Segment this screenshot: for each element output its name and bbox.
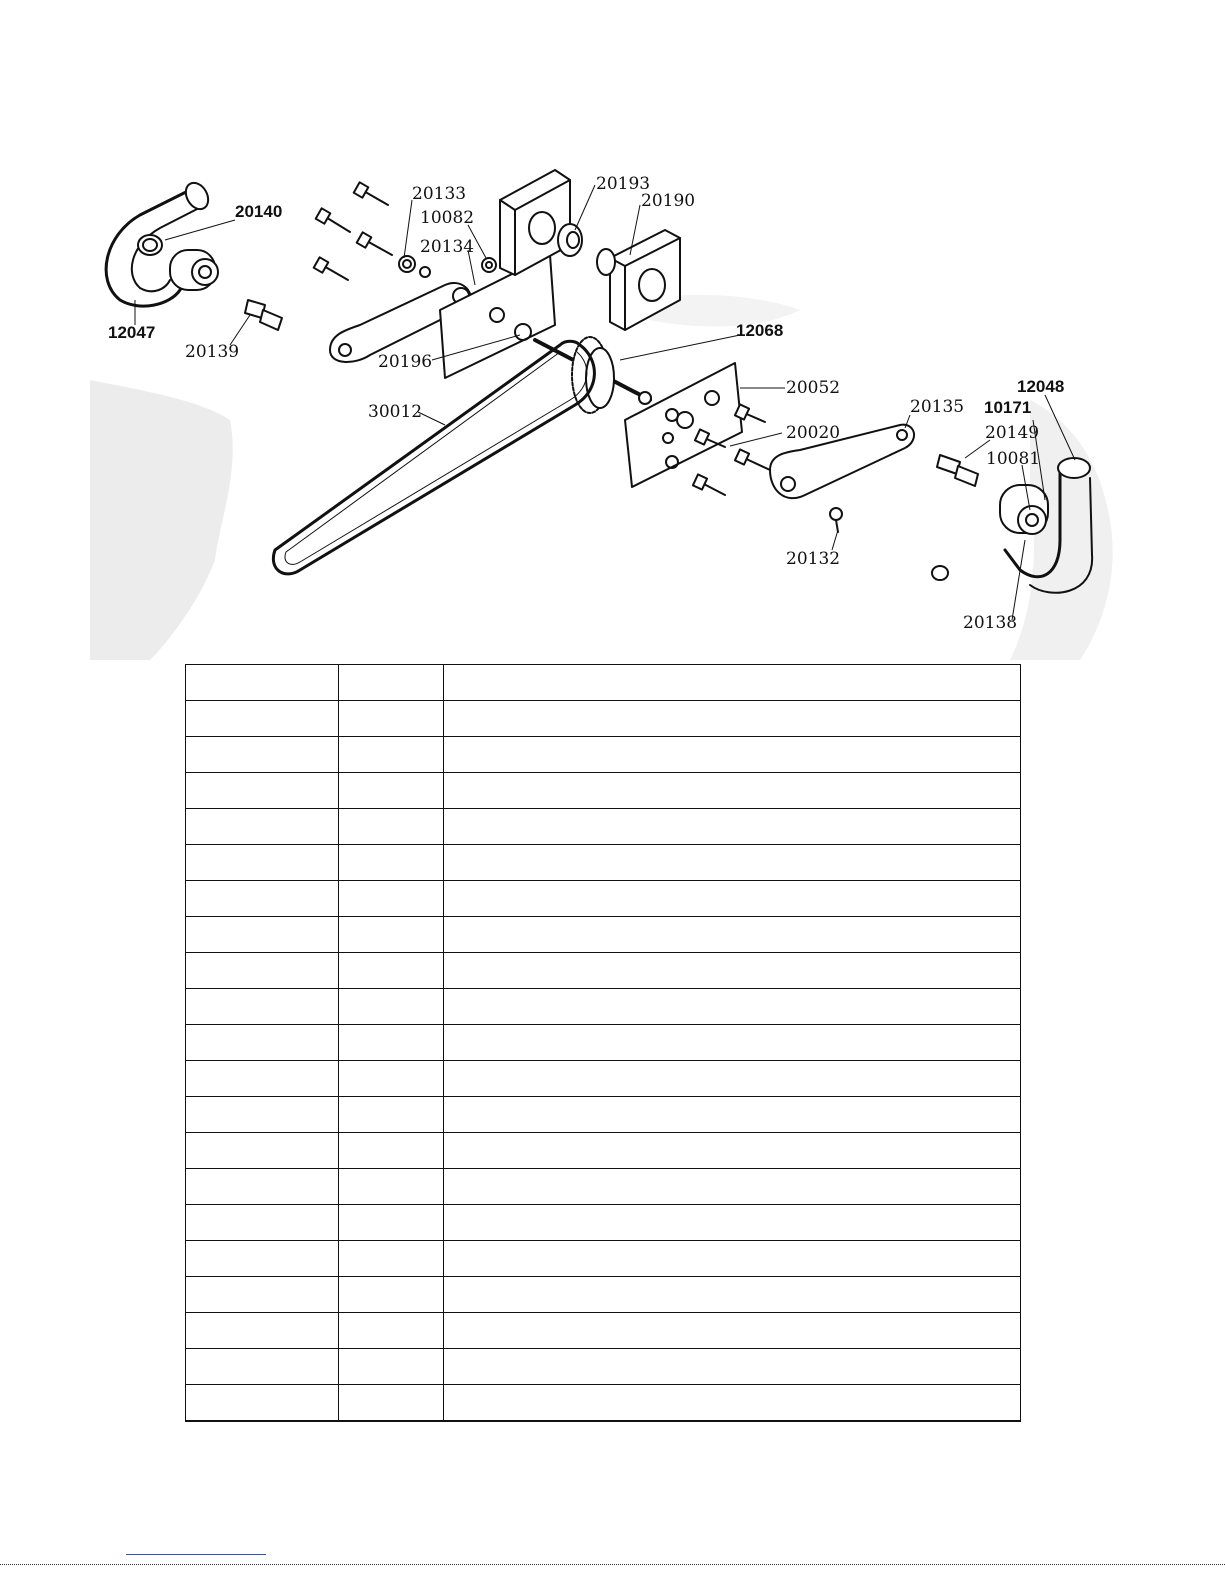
- callout-20134: 20134: [420, 237, 475, 257]
- callout-20190: 20190: [641, 191, 696, 211]
- table-cell: [186, 1349, 339, 1385]
- fitting-20149-part: [937, 455, 978, 486]
- table-cell: [339, 665, 444, 701]
- table-row: [186, 1241, 1021, 1277]
- callout-20149: 20149: [985, 423, 1040, 443]
- table-cell: [444, 1277, 1021, 1313]
- callout-20196: 20196: [378, 352, 433, 372]
- table-cell: [186, 809, 339, 845]
- j-tube-left-part: [106, 179, 218, 306]
- table-cell: [186, 773, 339, 809]
- table-cell: [186, 989, 339, 1025]
- table-cell: [444, 953, 1021, 989]
- table-cell: [186, 1097, 339, 1133]
- bolts-upper-left: [314, 182, 392, 280]
- table-row: [186, 845, 1021, 881]
- parts-table-body: [186, 665, 1021, 1422]
- washers-left: [399, 256, 496, 277]
- table-cell: [339, 881, 444, 917]
- table-cell: [186, 701, 339, 737]
- table-cell: [186, 917, 339, 953]
- callout-20132: 20132: [786, 549, 841, 569]
- fitting-20139-part: [245, 300, 282, 330]
- table-row: [186, 1277, 1021, 1313]
- table-cell: [444, 701, 1021, 737]
- table-row: [186, 665, 1021, 701]
- callout-20135: 20135: [910, 397, 965, 417]
- table-row: [186, 917, 1021, 953]
- callout-10082: 10082: [420, 208, 475, 228]
- table-cell: [444, 1349, 1021, 1385]
- table-cell: [444, 1241, 1021, 1277]
- table-cell: [339, 1169, 444, 1205]
- footer-dotted-rule: [0, 1564, 1225, 1565]
- table-cell: [339, 1313, 444, 1349]
- callout-12047: 12047: [108, 323, 156, 342]
- table-cell: [186, 737, 339, 773]
- table-cell: [444, 1313, 1021, 1349]
- table-cell: [186, 845, 339, 881]
- footer-link-underline[interactable]: [126, 1554, 266, 1555]
- table-cell: [186, 1313, 339, 1349]
- table-cell: [186, 1241, 339, 1277]
- table-cell: [339, 809, 444, 845]
- table-row: [186, 701, 1021, 737]
- table-cell: [186, 1025, 339, 1061]
- table-row: [186, 1061, 1021, 1097]
- table-cell: [444, 1169, 1021, 1205]
- table-row: [186, 737, 1021, 773]
- callout-20138: 20138: [963, 613, 1018, 633]
- callout-20133: 20133: [412, 184, 467, 204]
- table-cell: [186, 953, 339, 989]
- table-cell: [339, 845, 444, 881]
- table-cell: [444, 1205, 1021, 1241]
- table-cell: [339, 917, 444, 953]
- table-row: [186, 1205, 1021, 1241]
- table-cell: [444, 1025, 1021, 1061]
- callout-10171: 10171: [984, 398, 1032, 417]
- table-cell: [339, 701, 444, 737]
- table-row: [186, 1313, 1021, 1349]
- table-row: [186, 1133, 1021, 1169]
- table-cell: [339, 737, 444, 773]
- table-cell: [339, 1241, 444, 1277]
- table-cell: [339, 1385, 444, 1422]
- callout-20193: 20193: [596, 174, 651, 194]
- table-cell: [186, 1385, 339, 1422]
- callout-12068: 12068: [736, 321, 784, 340]
- table-cell: [186, 1133, 339, 1169]
- table-row: [186, 1169, 1021, 1205]
- table-row: [186, 809, 1021, 845]
- table-cell: [444, 665, 1021, 701]
- table-cell: [186, 1169, 339, 1205]
- table-cell: [444, 809, 1021, 845]
- exploded-parts-diagram: [0, 0, 1225, 660]
- table-cell: [339, 1097, 444, 1133]
- callout-20052: 20052: [786, 378, 841, 398]
- table-cell: [444, 881, 1021, 917]
- table-cell: [186, 665, 339, 701]
- table-cell: [444, 917, 1021, 953]
- table-cell: [186, 1061, 339, 1097]
- plate-20052-part: [625, 363, 742, 487]
- table-row: [186, 881, 1021, 917]
- table-row: [186, 1025, 1021, 1061]
- table-cell: [186, 1277, 339, 1313]
- table-cell: [339, 773, 444, 809]
- table-cell: [444, 773, 1021, 809]
- table-row: [186, 989, 1021, 1025]
- table-cell: [444, 845, 1021, 881]
- table-row: [186, 773, 1021, 809]
- callout-12048: 12048: [1017, 377, 1065, 396]
- table-cell: [444, 737, 1021, 773]
- table-cell: [444, 1133, 1021, 1169]
- table-cell: [444, 1097, 1021, 1133]
- table-row: [186, 1385, 1021, 1422]
- table-cell: [339, 1133, 444, 1169]
- table-cell: [444, 989, 1021, 1025]
- table-cell: [339, 953, 444, 989]
- callout-20020: 20020: [786, 423, 841, 443]
- table-cell: [444, 1061, 1021, 1097]
- table-cell: [339, 1205, 444, 1241]
- callout-20139: 20139: [185, 342, 240, 362]
- table-row: [186, 953, 1021, 989]
- callout-10081: 10081: [986, 449, 1041, 469]
- table-cell: [186, 1205, 339, 1241]
- parts-table: [185, 664, 1021, 1422]
- table-cell: [444, 1385, 1021, 1422]
- callout-30012: 30012: [368, 402, 423, 422]
- table-cell: [339, 1277, 444, 1313]
- belt-30012-part: [273, 341, 594, 574]
- table-row: [186, 1349, 1021, 1385]
- table-cell: [339, 1025, 444, 1061]
- table-cell: [339, 1061, 444, 1097]
- table-cell: [186, 881, 339, 917]
- table-cell: [339, 989, 444, 1025]
- table-cell: [339, 1349, 444, 1385]
- bearing-block-20193-part: [500, 170, 582, 275]
- callout-20140: 20140: [235, 202, 283, 221]
- table-row: [186, 1097, 1021, 1133]
